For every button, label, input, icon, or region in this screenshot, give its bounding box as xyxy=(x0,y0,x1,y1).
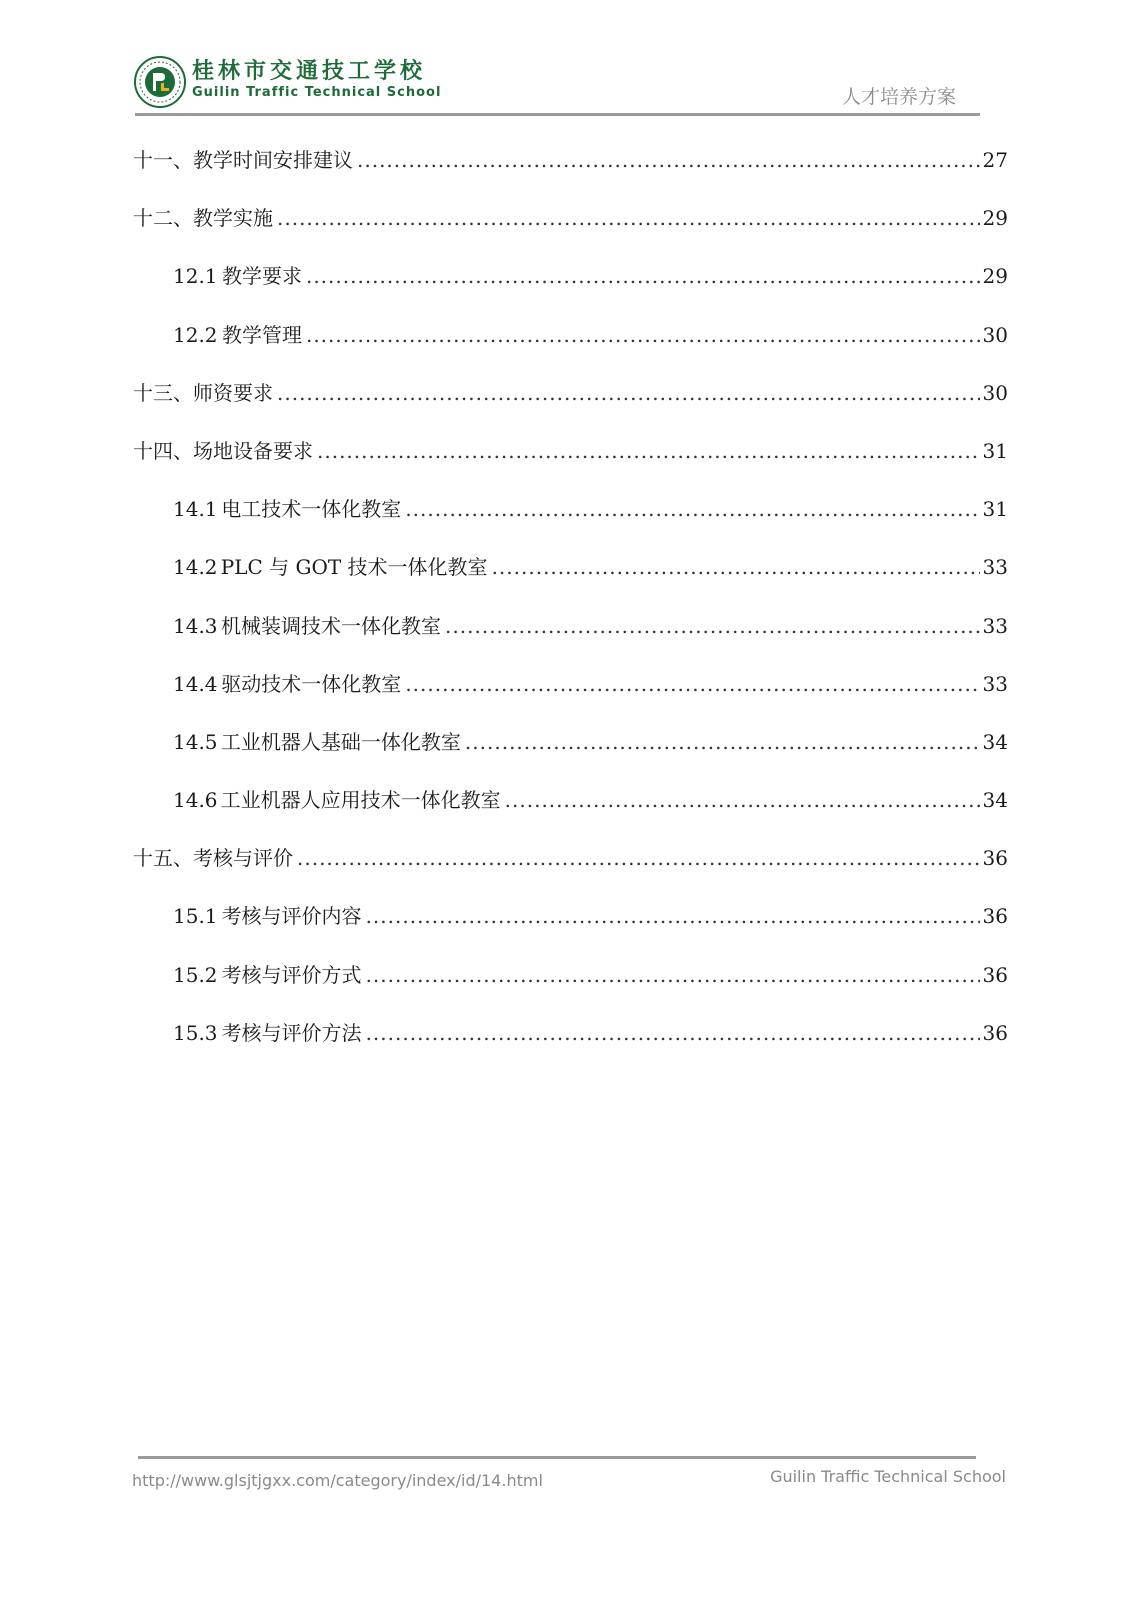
toc-entry-14-1[interactable] xyxy=(133,489,1008,547)
toc-entry-title: 师资要求 xyxy=(193,380,273,405)
toc-entry-number: 14.6 xyxy=(173,788,218,813)
toc-entry-title: 工业机器人应用技术一体化教室 xyxy=(220,788,501,813)
toc-leader-dots xyxy=(492,547,980,587)
page-header xyxy=(0,0,1131,120)
school-emblem-icon xyxy=(134,56,186,108)
toc-entry-12-2[interactable] xyxy=(133,315,1008,373)
school-name-en: Guilin Traffic Technical School xyxy=(192,85,442,100)
toc-entry-title: 场地设备要求 xyxy=(193,438,313,463)
toc-entry-number: 12.2 xyxy=(173,322,218,347)
school-name-cn: 桂林市交通技工学校 xyxy=(192,58,427,84)
school-logo-text xyxy=(192,58,441,102)
toc-entry-15-1[interactable] xyxy=(133,896,1008,954)
toc-page-number: 33 xyxy=(982,671,1008,696)
toc-entry-13[interactable] xyxy=(133,373,1008,431)
toc-entry-title: 驱动技术一体化教室 xyxy=(221,671,402,696)
table-of-contents xyxy=(133,140,1008,1071)
toc-page-number: 34 xyxy=(982,788,1008,813)
toc-entry-number: 十二、 xyxy=(133,206,193,231)
toc-entry-number: 十四、 xyxy=(133,438,193,463)
toc-leader-dots xyxy=(317,431,980,471)
toc-entry-title: 工业机器人基础一体化教室 xyxy=(220,729,461,754)
toc-entry-14-4[interactable] xyxy=(133,664,1008,722)
toc-leader-dots xyxy=(277,198,980,238)
toc-entry-14-3[interactable] xyxy=(133,606,1008,664)
toc-page-number: 29 xyxy=(982,206,1008,231)
toc-page-number: 33 xyxy=(982,555,1008,580)
toc-entry-title: 机械装调技术一体化教室 xyxy=(221,613,442,638)
toc-entry-number: 14.5 xyxy=(173,729,218,754)
toc-entry-title: 教学管理 xyxy=(221,322,302,347)
toc-page-number: 34 xyxy=(982,729,1008,754)
toc-entry-title: 电工技术一体化教室 xyxy=(221,497,402,522)
toc-entry-14-5[interactable] xyxy=(133,722,1008,780)
toc-entry-14[interactable] xyxy=(133,431,1008,489)
toc-entry-12-1[interactable] xyxy=(133,256,1008,314)
toc-page-number: 36 xyxy=(982,962,1008,987)
toc-entry-14-6[interactable] xyxy=(133,780,1008,838)
header-divider xyxy=(135,113,980,116)
toc-entry-11[interactable] xyxy=(133,140,1008,198)
toc-entry-15-2[interactable] xyxy=(133,955,1008,1013)
toc-entry-title: 教学时间安排建议 xyxy=(193,148,353,172)
footer-school-name: Guilin Traffic Technical School xyxy=(770,1467,1006,1486)
toc-leader-dots xyxy=(505,780,980,820)
toc-entry-number: 12.1 xyxy=(173,264,218,289)
toc-entry-15[interactable] xyxy=(133,838,1008,896)
toc-entry-title: 考核与评价方式 xyxy=(221,962,362,987)
toc-leader-dots xyxy=(277,373,980,413)
toc-leader-dots xyxy=(465,722,980,762)
toc-leader-dots xyxy=(405,489,979,529)
toc-entry-title: 教学要求 xyxy=(221,264,302,289)
toc-leader-dots xyxy=(366,955,980,995)
toc-page-number: 30 xyxy=(982,322,1008,347)
toc-page-number: 27 xyxy=(982,148,1008,172)
toc-entry-number: 十五、 xyxy=(133,846,193,871)
toc-entry-title: 教学实施 xyxy=(193,206,273,231)
toc-entry-title: 考核与评价方法 xyxy=(221,1020,362,1045)
toc-entry-15-3[interactable] xyxy=(133,1013,1008,1071)
toc-leader-dots xyxy=(445,606,980,646)
toc-entry-title: 考核与评价内容 xyxy=(221,904,362,929)
toc-entry-12[interactable] xyxy=(133,198,1008,256)
toc-page-number: 36 xyxy=(982,846,1008,871)
toc-entry-number: 14.4 xyxy=(173,671,218,696)
footer-divider xyxy=(138,1456,976,1459)
toc-entry-number: 15.2 xyxy=(173,962,218,987)
toc-leader-dots xyxy=(297,838,980,878)
toc-leader-dots xyxy=(306,256,980,296)
toc-page-number: 31 xyxy=(982,438,1008,463)
toc-entry-number: 14.2 xyxy=(173,555,218,580)
toc-entry-title: PLC 与 GOT 技术一体化教室 xyxy=(220,555,488,580)
toc-entry-number: 15.3 xyxy=(173,1020,218,1045)
toc-leader-dots xyxy=(357,140,980,180)
toc-entry-number: 15.1 xyxy=(173,904,218,929)
toc-entry-number: 十一、 xyxy=(133,148,193,172)
toc-entry-number: 十三、 xyxy=(133,380,193,405)
toc-leader-dots xyxy=(306,315,980,355)
toc-leader-dots xyxy=(405,664,979,704)
toc-page-number: 36 xyxy=(982,904,1008,929)
toc-entry-number: 14.1 xyxy=(173,497,218,522)
toc-leader-dots xyxy=(366,1013,980,1053)
toc-page-number: 33 xyxy=(982,613,1008,638)
toc-entry-number: 14.3 xyxy=(173,613,218,638)
toc-page-number: 31 xyxy=(982,497,1008,522)
footer-url-link[interactable]: http://www.glsjtjgxx.com/category/index/id/14.html xyxy=(132,1471,543,1490)
toc-entry-14-2[interactable] xyxy=(133,547,1008,605)
toc-page-number: 30 xyxy=(982,380,1008,405)
toc-leader-dots xyxy=(366,896,980,936)
toc-page-number: 29 xyxy=(982,264,1008,289)
document-title: 人才培养方案 xyxy=(841,86,956,108)
toc-entry-title: 考核与评价 xyxy=(193,846,293,871)
toc-page-number: 36 xyxy=(982,1020,1008,1045)
